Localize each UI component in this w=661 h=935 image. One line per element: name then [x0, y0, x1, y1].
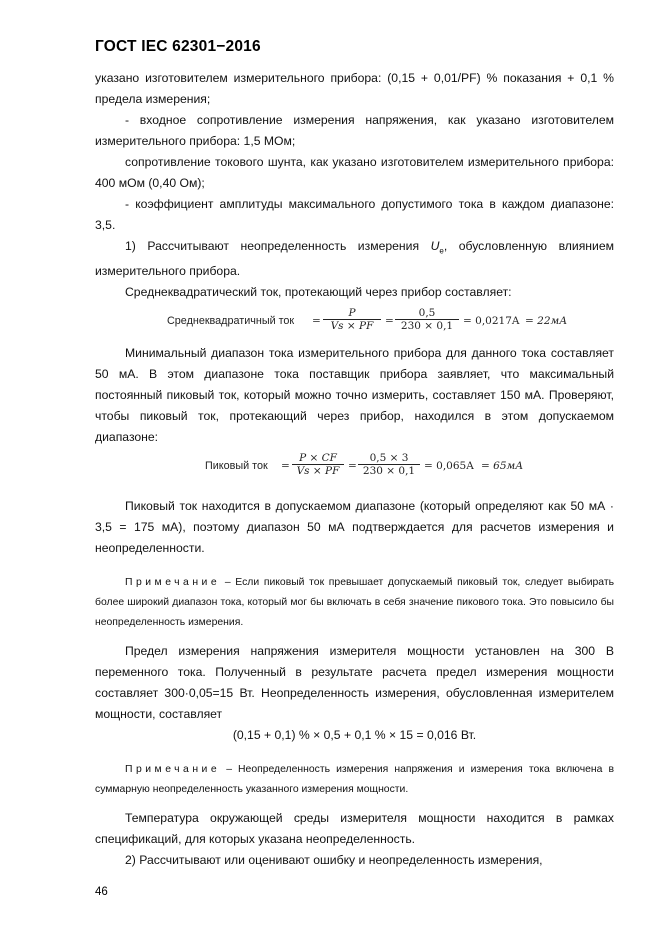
formula-label: Пиковый ток — [205, 460, 268, 473]
formula-peak-current — [95, 448, 614, 488]
fraction-denominator: Vs × PF — [296, 465, 340, 478]
equation-uncertainty: (0,15 + 0,1) % × 0,5 + 0,1 % × 15 = 0,016 Вт. — [232, 728, 477, 743]
formula-result: = 0,0217A — [463, 315, 520, 328]
fraction-denominator: 230 × 0,1 — [362, 465, 416, 478]
equals-sign: = — [281, 460, 290, 473]
paragraph-step-2: 2) Рассчитывают или оценивают ошибку и неопределенность измерения, — [125, 853, 543, 868]
note-1 — [95, 573, 614, 633]
formula-label: Среднеквадратичный ток — [167, 315, 295, 328]
paragraph-voltage-range: Предел измерения напряжения измерителя мощности установлен на 300 В переменного тока. Полученный в результате расчета предел измерения мощности составляет 300·0,05=15 Вт. Неопределенность измерения, обусловленная измерителем мощности, составляет — [95, 644, 614, 722]
formula-result-ma: = 65мА — [481, 460, 524, 473]
variable-subscript: e — [439, 246, 444, 256]
page-number: 46 — [95, 886, 108, 898]
paragraph-temperature: Температура окружающей среды измерителя мощности находится в рамках спецификаций, для которых указана неопределенность. — [95, 811, 614, 847]
paragraph-min-range: Минимальный диапазон тока измерительного прибора для данного тока составляет 50 мА. В этом диапазоне тока поставщик прибора заявляет, что максимальный постоянный пиковый ток, который можно точно измерить, составляет 150 мА. Проверяют, чтобы пиковый ток, протекающий через прибор, находился в этом допускаемом диапазоне: — [95, 346, 614, 445]
fraction-numerator: P × CF — [292, 452, 344, 465]
fraction — [323, 307, 381, 332]
equals-sign: = — [312, 315, 321, 328]
fraction-numerator: 0,5 — [395, 307, 459, 320]
fraction-denominator: 230 × 0,1 — [400, 320, 454, 333]
page-content — [95, 68, 614, 871]
fraction-denominator: Vs × PF — [330, 320, 374, 333]
note-2 — [95, 760, 614, 800]
fraction — [395, 307, 459, 332]
paragraph-crest-factor: - коэффициент амплитуды максимального допустимого тока в каждом диапазоне: 3,5. — [95, 197, 614, 232]
fraction — [292, 452, 344, 477]
note-label: Примечание — [125, 577, 221, 589]
document-header: ГОСТ IEC 62301−2016 — [95, 38, 261, 55]
note-label: Примечание — [125, 764, 221, 776]
formula-rms-current — [95, 303, 614, 343]
variable-u: U — [430, 239, 440, 253]
fraction-numerator: 0,5 × 3 — [358, 452, 420, 465]
paragraph-step-1: 1) Рассчитывают неопределенность измерения $U_e$, обусловленную влиянием измерительного прибора. — [95, 239, 614, 279]
paragraph-peak-ok: Пиковый ток находится в допускаемом диапазоне (который определяют как 50 мА · 3,5 = 175 мА), поэтому диапазон 50 мА подтверждается для расчетов измерения и неопределенности. — [95, 499, 614, 556]
paragraph-shunt: сопротивление токового шунта, как указано изготовителем измерительного прибора: 400 мОм (0,40 Ом); — [95, 155, 614, 190]
equals-sign: = — [348, 460, 357, 473]
fraction-numerator: P — [323, 307, 381, 320]
paragraph-rms-intro: Среднеквадратический ток, протекающий через прибор составляет: — [125, 285, 512, 300]
paragraph-accuracy: указано изготовителем измерительного прибора: (0,15 + 0,01/PF) % показания + 0,1 % предела измерения; — [95, 71, 614, 106]
formula-result-ma: = 22мА — [525, 315, 568, 328]
note-text: – Если пиковый ток превышает допускаемый пиковый ток, следует выбирать более широкий диапазон тока, который мог бы включать в себя значение пикового тока. Это повысило бы неопределенность измерения. — [95, 577, 614, 629]
paragraph-voltage-input: - входное сопротивление измерения напряжения, как указано изготовителем измерительного прибора: 1,5 МОм; — [95, 113, 614, 148]
equals-sign: = — [385, 315, 394, 328]
note-text: – Неопределенность измерения напряжения и измерения тока включена в суммарную неопределенность указанного измерения мощности. — [95, 764, 614, 796]
fraction — [358, 452, 420, 477]
formula-result: = 0,065A — [424, 460, 474, 473]
